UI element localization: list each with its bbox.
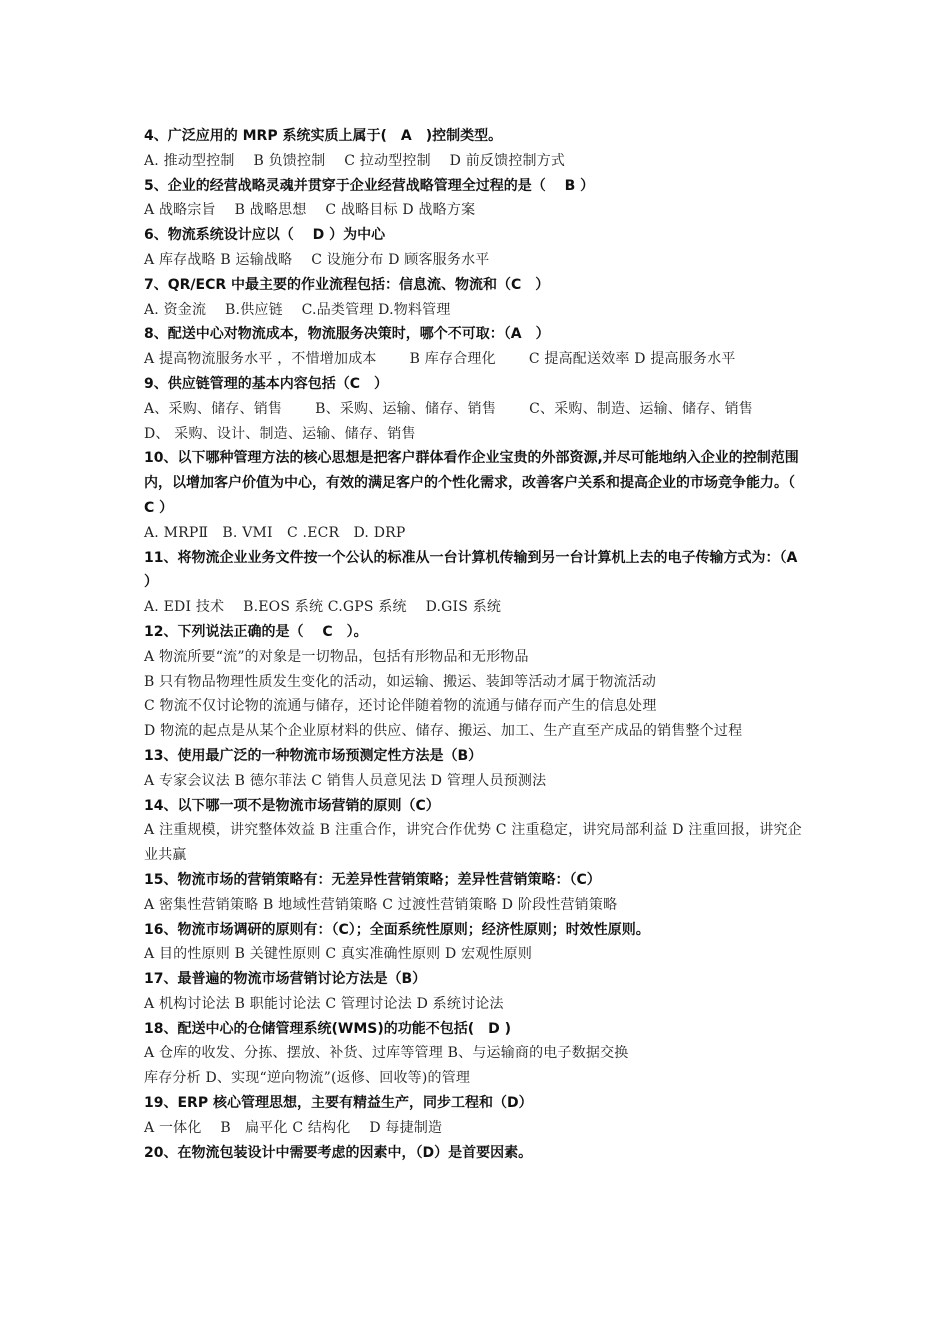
options-15: A 密集性营销策略 B 地域性营销策略 C 过渡性营销策略 D 阶段性营销策略 — [144, 896, 618, 913]
options-10: A. MRPⅡ B. VMI C .ECR D. DRP — [144, 524, 406, 541]
options-7: A. 资金流 B.供应链 C.品类管理 D.物料管理 — [144, 301, 451, 318]
options-18-line-2: 库存分析 D、实现“逆向物流”(返修、回收等)的管理 — [144, 1070, 471, 1087]
question-4: 4、广泛应用的 MRP 系统实质上属于( A )控制类型。 — [144, 128, 503, 144]
option-12-b: B 只有物品物理性质发生变化的活动，如运输、搬运、装卸等活动才属于物流活动 — [144, 673, 657, 690]
options-9: A、采购、储存、销售 B、采购、运输、储存、销售 C、采购、制造、运输、储存、销售 D、 采购、设计、制造、运输、储存、销售 — [144, 400, 801, 442]
question-9: 9、供应链管理的基本内容包括（C ） — [144, 375, 389, 392]
options-11: A. EDI 技术 B.EOS 系统 C.GPS 系统 D.GIS 系统 — [144, 599, 502, 616]
question-20: 20、在物流包装设计中需要考虑的因素中，（D）是首要因素。 — [144, 1144, 533, 1161]
question-8: 8、配送中心对物流成本，物流服务决策时，哪个不可取：（A ） — [144, 326, 550, 343]
options-17: A 机构讨论法 B 职能讨论法 C 管理讨论法 D 系统讨论法 — [144, 995, 504, 1012]
option-12-d: D 物流的起点是从某个企业原材料的供应、储存、搬运、加工、生产直至产成品的销售整个过程 — [144, 723, 743, 740]
options-16: A 目的性原则 B 关键性原则 C 真实准确性原则 D 宏观性原则 — [144, 946, 533, 963]
options-5: A 战略宗旨 B 战略思想 C 战略目标 D 战略方案 — [144, 202, 476, 219]
options-8: A 提高物流服务水平 ，不惜增加成本 B 库存合理化 C 提高配送效率 D 提高服务水平 — [144, 351, 736, 368]
question-18: 18、配送中心的仓储管理系统(WMS)的功能不包括( D ) — [144, 1020, 512, 1037]
question-13: 13、使用最广泛的一种物流市场预测定性方法是（B） — [144, 747, 483, 764]
question-6: 6、物流系统设计应以（ D ）为中心 — [144, 227, 386, 244]
options-19: A 一体化 B 扁平化 C 结构化 D 每捷制造 — [144, 1119, 443, 1136]
question-10: 10、以下哪种管理方法的核心思想是把客户群体看作企业宝贵的外部资源,并尽可能地纳入企业的控制范围内，以增加客户价值为中心，有效的满足客户的个性化需求，改善客户关系和提高企业的市场竞争能力。（ C ） — [144, 450, 799, 516]
option-12-a: A 物流所要“流”的对象是一切物品，包括有形物品和无形物品 — [144, 648, 529, 665]
question-16: 16、物流市场调研的原则有：（C）；全面系统性原则；经济性原则；时效性原则。 — [144, 921, 650, 938]
option-12-c: C 物流不仅讨论物的流通与储存，还讨论伴随着物的流通与储存而产生的信息处理 — [144, 698, 657, 715]
options-14: A 注重规模，讲究整体效益 B 注重合作，讲究合作优势 C 注重稳定，讲究局部利益 D 注重回报，讲究企业共赢 — [144, 822, 802, 864]
question-5: 5、企业的经营战略灵魂并贯穿于企业经营战略管理全过程的是（ B ） — [144, 177, 595, 194]
options-6: A 库存战略 B 运输战略 C 设施分布 D 顾客服务水平 — [144, 251, 490, 268]
question-19: 19、ERP 核心管理思想，主要有精益生产，同步工程和（D） — [144, 1095, 533, 1112]
options-18-line-1: A 仓库的收发、分拣、摆放、补货、过库等管理 B、与运输商的电子数据交换 — [144, 1045, 629, 1062]
question-12: 12、下列说法正确的是（ C ）。 — [144, 623, 368, 640]
question-7: 7、QR/ECR 中最主要的作业流程包括：信息流、物流和（C ） — [144, 276, 550, 293]
question-14: 14、以下哪一项不是物流市场营销的原则（C） — [144, 797, 440, 814]
question-15: 15、物流市场的营销策略有：无差异性营销策略；差异性营销策略：（C） — [144, 871, 601, 888]
question-11: 11、将物流企业业务文件按一个公认的标准从一台计算机传输到另一台计算机上去的电子传输方式为：（A ） — [144, 549, 812, 591]
options-4: A. 推动型控制 B 负馈控制 C 拉动型控制 D 前反馈控制方式 — [144, 152, 566, 169]
question-17: 17、最普遍的物流市场营销讨论方法是（B） — [144, 971, 427, 988]
options-13: A 专家会议法 B 德尔菲法 C 销售人员意见法 D 管理人员预测法 — [144, 772, 547, 789]
document-page — [144, 124, 812, 1165]
